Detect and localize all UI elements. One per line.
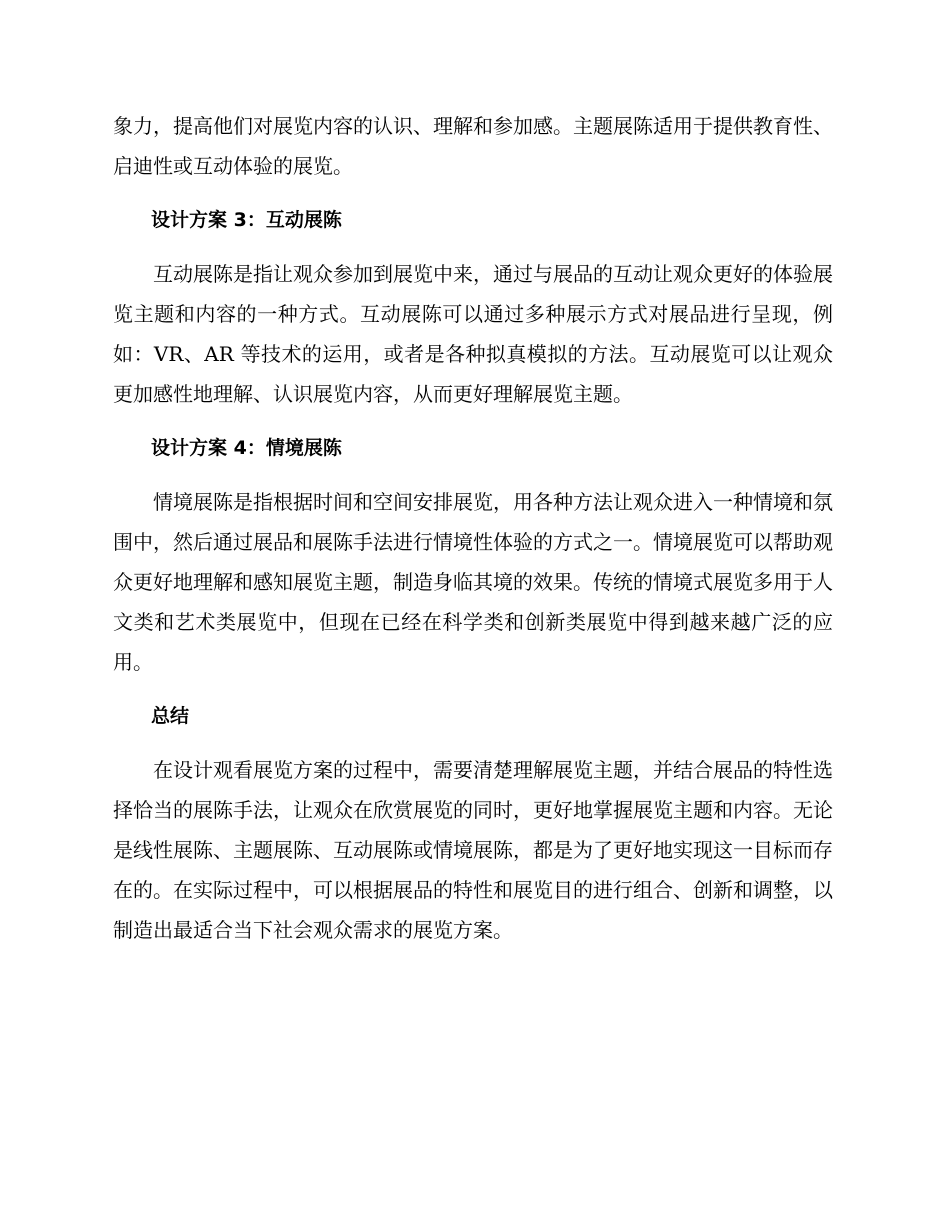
document-body [113, 106, 833, 964]
paragraph-situational-exhibition: 情境展陈是指根据时间和空间安排展览，用各种方法让观众进入一种情境和氛围中，然后通过展品和展陈手法进行情境性体验的方式之一。情境展览可以帮助观众更好地理解和感知展览主题，制造身临其境的效果。传统的情境式展览多用于人文类和艺术类展览中，但现在已经在科学类和创新类展览中得到越来越广泛的应用。 [113, 490, 833, 674]
section-heading-summary: 总结 [151, 705, 190, 727]
section-heading-design-4: 设计方案 4：情境展陈 [151, 437, 342, 459]
paragraph-interactive-exhibition: 互动展陈是指让观众参加到展览中来，通过与展品的互动让观众更好的体验展览主题和内容的一种方式。互动展陈可以通过多种展示方式对展品进行呈现，例如：VR、AR 等技术的运用，或者是各种拟真模拟的方法。互动展览可以让观众更加感性地理解、认识展览内容，从而更好理解展览主题。 [113, 262, 833, 406]
paragraph-summary: 在设计观看展览方案的过程中，需要清楚理解展览主题，并结合展品的特性选择恰当的展陈手法，让观众在欣赏展览的同时，更好地掌握展览主题和内容。无论是线性展陈、主题展陈、互动展陈或情境展陈，都是为了更好地实现这一目标而存在的。在实际过程中，可以根据展品的特性和展览目的进行组合、创新和调整，以制造出最适合当下社会观众需求的展览方案。 [113, 758, 833, 942]
paragraph-continuation: 象力，提高他们对展览内容的认识、理解和参加感。主题展陈适用于提供教育性、启迪性或互动体验的展览。 [113, 114, 833, 178]
section-heading-design-3: 设计方案 3：互动展陈 [151, 209, 342, 231]
